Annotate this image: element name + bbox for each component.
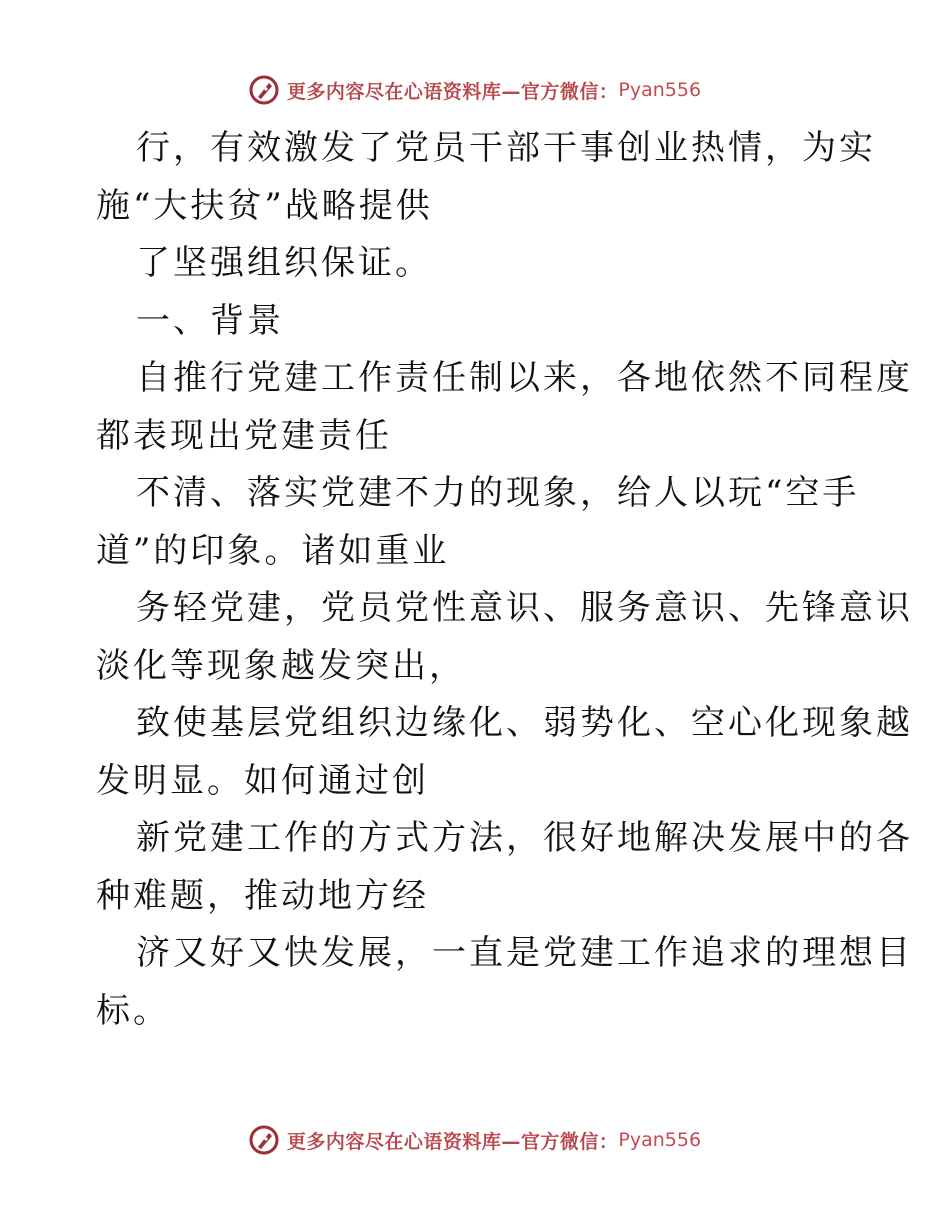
pen-nib-logo-icon (249, 75, 279, 105)
text-line: 种难题，推动地方经 (96, 875, 429, 916)
text-line: 自推行党建工作责任制以来，各地依然不同程度 (136, 358, 913, 398)
text-line: 行，有效激发了党员干部干事创业热情，为实 (136, 128, 876, 168)
text-line: 标。 (96, 990, 170, 1031)
text-line: 致使基层党组织边缘化、弱势化、空心化现象越 (136, 703, 913, 743)
text-line: 淡化等现象越发突出， (96, 645, 466, 686)
text-line: 道”的印象。诸如重业 (96, 530, 450, 571)
footer-banner-text: 更多内容尽在心语资料库—官方微信： (286, 1130, 619, 1153)
pen-nib-logo-icon (249, 1125, 279, 1155)
text-line: 务轻党建，党员党性意识、服务意识、先锋意识 (136, 588, 913, 628)
text-line: 施“大扶贫”战略提供 (96, 185, 433, 226)
text-line: 了坚强组织保证。 (136, 243, 432, 283)
section-heading: 一、背景 (136, 300, 284, 341)
footer-wechat-id: Pyan556 (618, 1129, 702, 1151)
text-line: 不清、落实党建不力的现象，给人以玩“空手 (136, 473, 860, 513)
text-line: 新党建工作的方式方法，很好地解决发展中的各 (136, 818, 913, 858)
page-footer (0, 1120, 950, 1160)
header-banner-text: 更多内容尽在心语资料库—官方微信： (286, 80, 619, 103)
text-line: 济又好又快发展，一直是党建工作追求的理想目 (136, 933, 913, 973)
page-header (0, 70, 950, 110)
text-line: 发明显。如何通过创 (96, 760, 429, 801)
header-wechat-id: Pyan556 (618, 79, 702, 101)
text-line: 都表现出党建责任 (96, 415, 392, 456)
document-body (96, 120, 913, 1040)
